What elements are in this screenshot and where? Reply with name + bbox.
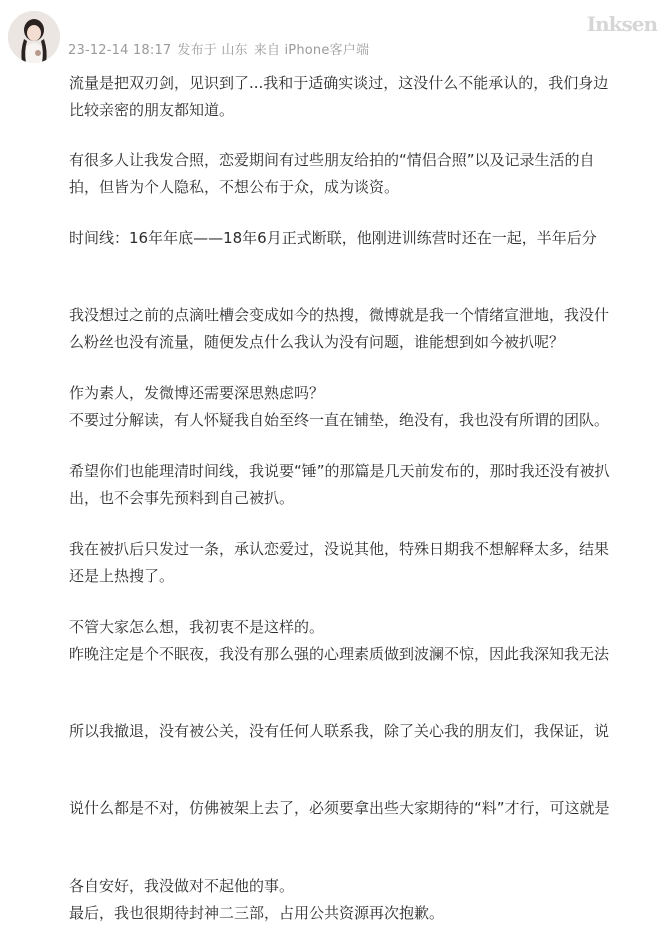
post-text-line: 希望你们也能理清时间线，我说要“锤”的那篇是几天前发布的，那时我还没有被扒 — [69, 462, 610, 480]
post-text-line: 比较亲密的朋友都知道。 — [69, 101, 235, 119]
post-text-line: 我没想过之前的点滴吐槽会变成如今的热搜，微博就是我一个情绪宣泄地，我没什 — [69, 306, 610, 324]
post-text-line: 所以我撤退，没有被公关，没有任何人联系我，除了关心我的朋友们，我保证，说 — [69, 722, 610, 740]
post-text-line: 最后，我也很期待封神二三部，占用公共资源再次抱歉。 — [69, 904, 445, 922]
post-meta — [68, 39, 375, 58]
post-text-line: 各自安好，我没做对不起他的事。 — [69, 877, 295, 895]
post-source[interactable]: 来自 iPhone客户端 — [253, 43, 370, 58]
post-text-line: 流量是把双刃剑，见识到了...我和于适确实谈过，这没什么不能承认的，我们身边 — [69, 74, 609, 92]
avatar[interactable] — [8, 11, 60, 63]
post-header — [0, 0, 663, 68]
post-text-line: 作为素人，发微博还需要深思熟虑吗？ — [69, 384, 325, 402]
post-text-line: 说什么都是不对，仿佛被架上去了，必须要拿出些大家期待的“料”才行，可这就是 — [69, 799, 610, 817]
post-text-line: 拍，但皆为个人隐私，不想公布于众，成为谈资。 — [69, 178, 400, 196]
post-text-line: 不要过分解读，有人怀疑我自始至终一直在铺垫，绝没有，我也没有所谓的团队。 — [69, 411, 610, 429]
watermark-logo — [587, 12, 657, 36]
watermark-text: Inksen — [586, 12, 657, 36]
post-text-line: 有很多人让我发合照，恋爱期间有过些朋友给拍的“情侣合照”以及记录生活的自 — [69, 151, 595, 169]
avatar-image — [8, 11, 60, 63]
post-text-line: 不管大家怎么想，我初衷不是这样的。 — [69, 618, 325, 636]
post-location: 发布于 山东 — [177, 43, 248, 58]
post-text-line: 么粉丝也没有流量，随便发点什么我认为没有问题，谁能想到如今被扒呢？ — [69, 333, 565, 351]
post-text-line: 我在被扒后只发过一条，承认恋爱过，没说其他，特殊日期我不想解释太多，结果 — [69, 540, 610, 558]
post-text-line: 时间线：16年年底——18年6月正式断联，他刚进训练营时还在一起，半年后分 — [69, 229, 597, 247]
post-text-line: 还是上热搜了。 — [69, 567, 175, 585]
post-time: 23-12-14 18:17 — [68, 43, 172, 58]
post-text-line: 昨晚注定是个不眠夜，我没有那么强的心理素质做到波澜不惊，因此我深知我无法 — [69, 645, 610, 663]
post-text-line: 出，也不会事先预料到自己被扒。 — [69, 489, 295, 507]
